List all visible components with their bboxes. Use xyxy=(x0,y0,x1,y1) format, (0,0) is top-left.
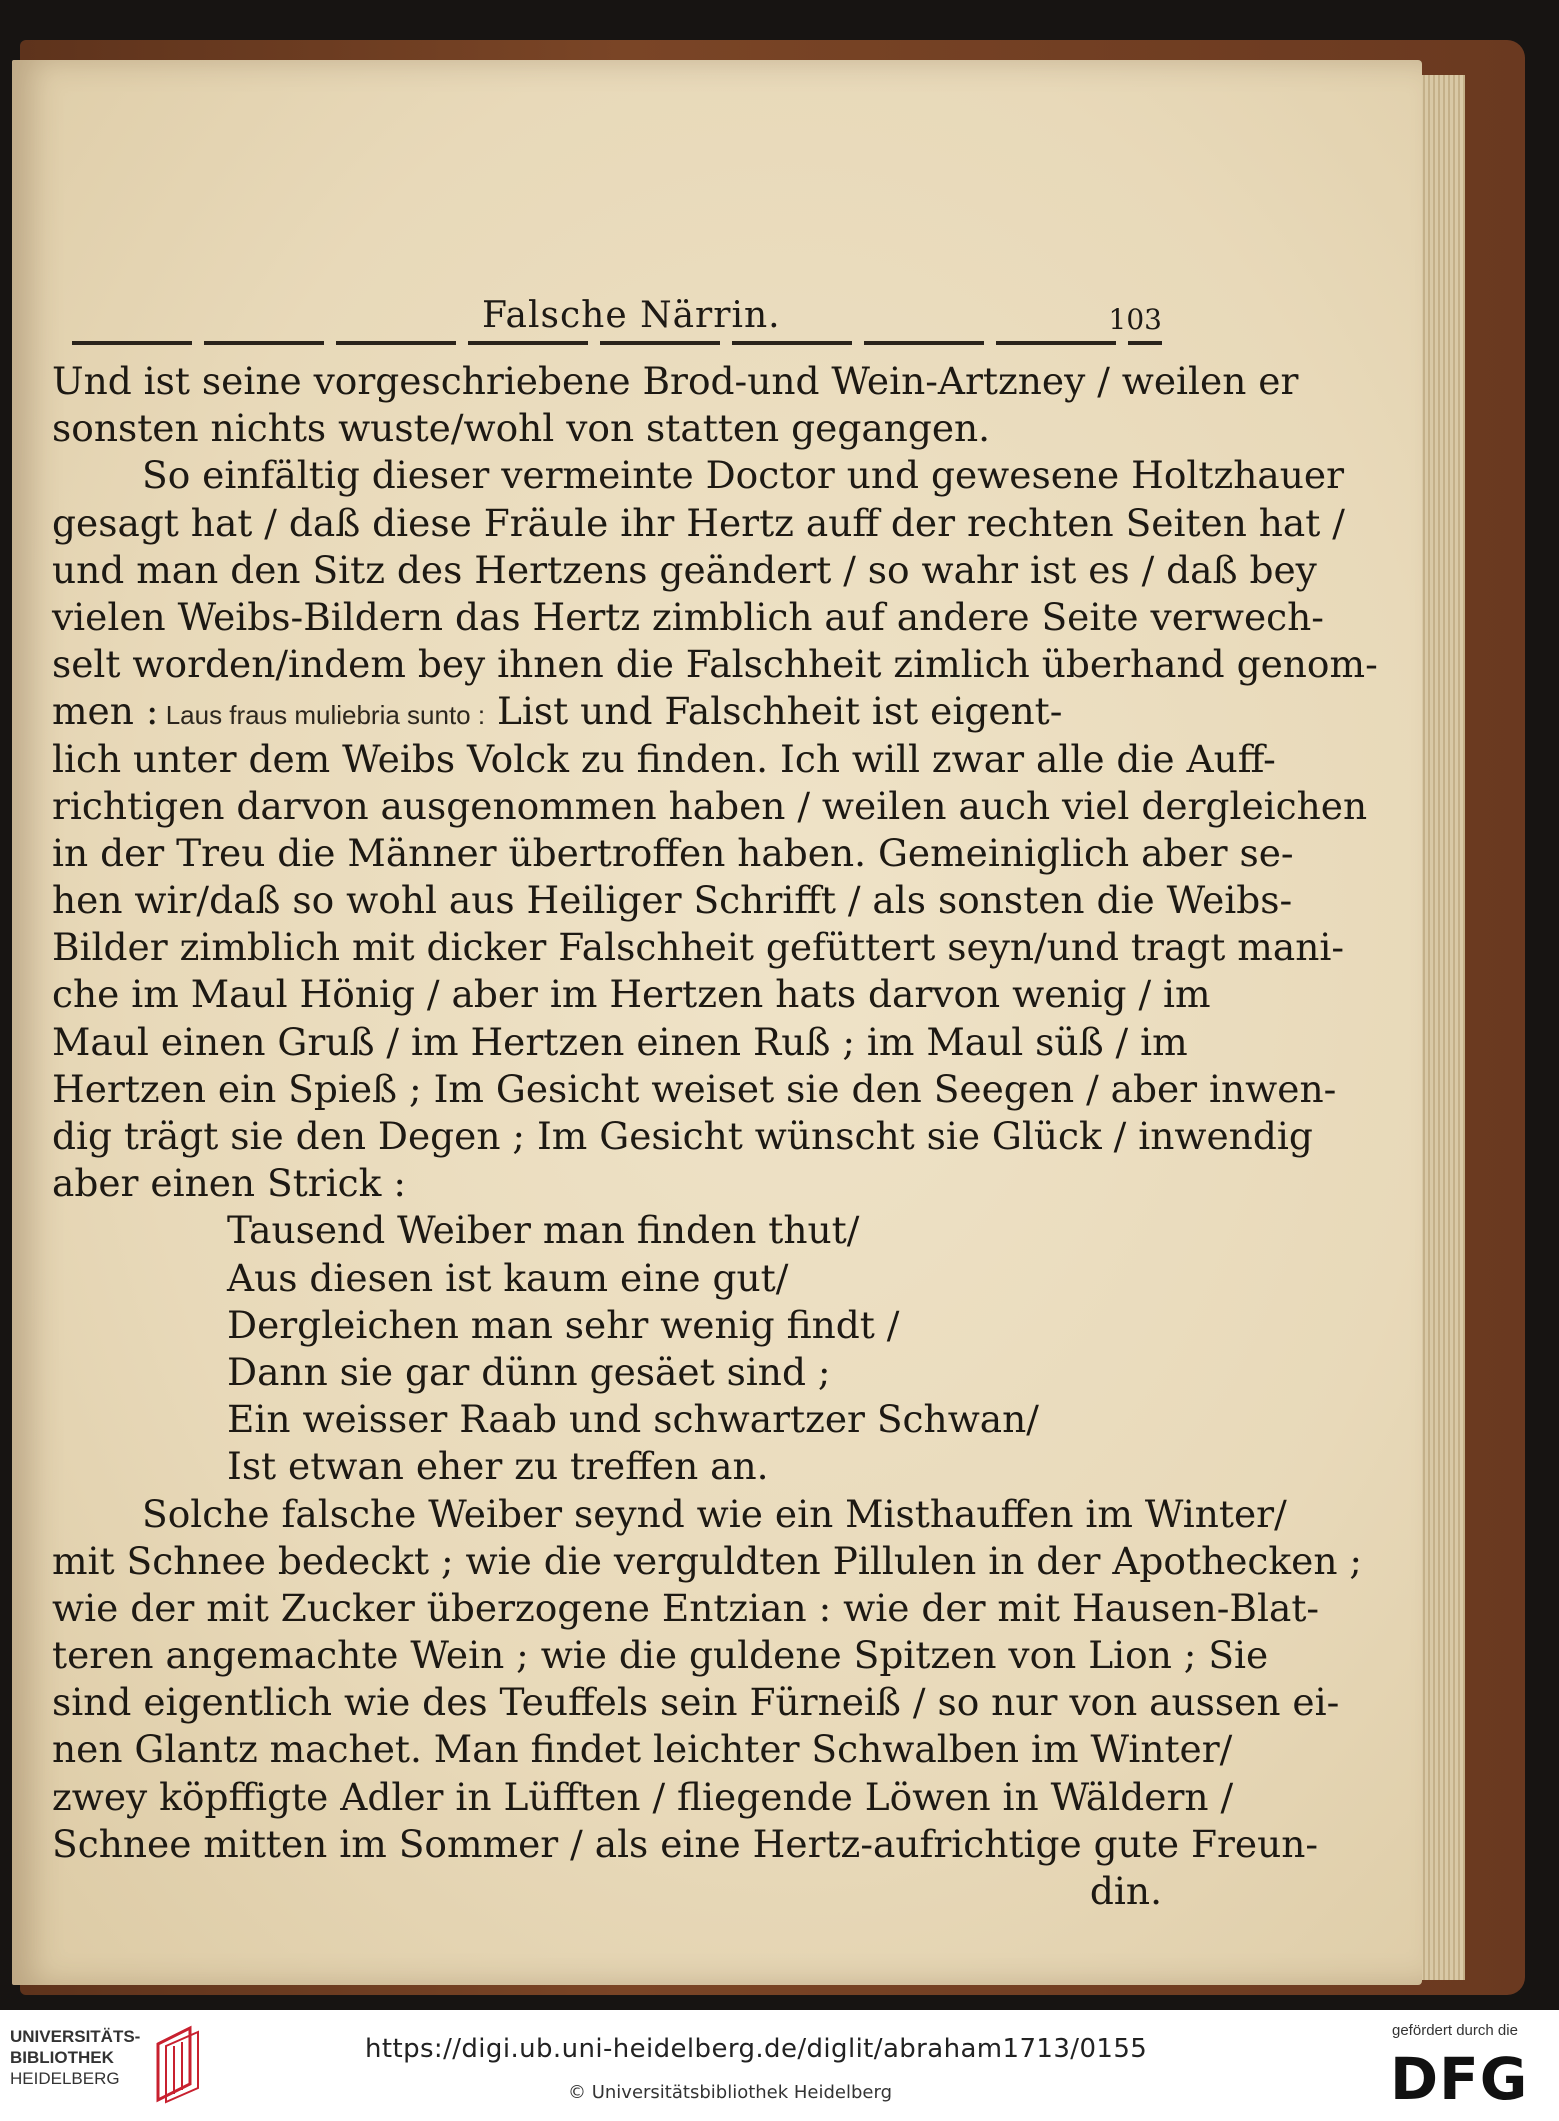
line-text: wie der mit Zucker überzogene Entzian : wie der mit Hausen-Blat- xyxy=(52,1585,1320,1630)
text-line xyxy=(52,452,1345,499)
page-number: 103 xyxy=(1108,303,1162,336)
running-title: Falsche Närrin. xyxy=(482,295,781,336)
text-line xyxy=(52,500,1345,547)
line-text: sind eigentlich wie des Teuffels sein Fürneiß / so nur von aussen ei- xyxy=(52,1680,1340,1725)
line-text: Und ist seine vorgeschriebene Brod-und Wein-Artzney / weilen er xyxy=(52,359,1299,403)
text-line xyxy=(52,783,1368,830)
line-text-continued: List und Falschheit ist eigent- xyxy=(485,689,1063,734)
line-text: dig trägt sie den Degen ; Im Gesicht wünscht sie Glück / inwendig xyxy=(52,1114,1313,1158)
line-text: Solche falsche Weiber seynd wie ein Misthauffen im Winter/ xyxy=(142,1491,1287,1536)
line-text: che im Maul Hönig / aber im Hertzen hats darvon wenig / im xyxy=(52,972,1211,1017)
verse-line xyxy=(52,1207,1162,1254)
verse-line xyxy=(52,1302,1162,1349)
text-line xyxy=(52,1160,1162,1207)
verse-line xyxy=(52,1443,1162,1490)
text-line xyxy=(52,1538,1363,1585)
line-text: und man den Sitz des Hertzens geändert / so wahr ist es / daß bey xyxy=(52,547,1317,592)
text-line xyxy=(52,971,1211,1018)
line-text: Tausend Weiber man finden thut/ xyxy=(227,1208,860,1253)
page-header xyxy=(72,295,1162,345)
line-text: Hertzen ein Spieß ; Im Gesicht weiset sie den Seegen / aber inwen- xyxy=(52,1066,1337,1111)
line-text: vielen Weibs-Bildern das Hertz zimblich auf andere Seite verwech- xyxy=(52,594,1324,639)
text-line xyxy=(52,1113,1313,1160)
library-logo-icon[interactable] xyxy=(150,2024,210,2104)
text-line xyxy=(52,1679,1340,1726)
line-text: Dergleichen man sehr wenig findt / xyxy=(227,1302,900,1347)
line-text: selt worden/indem bey ihnen die Falschheit zimlich überhand genom- xyxy=(52,642,1378,687)
line-text: Dann sie gar dünn gesäet sind ; xyxy=(227,1349,831,1394)
text-line xyxy=(52,405,1162,452)
text-line xyxy=(52,1632,1269,1679)
latin-quote: Laus fraus muliebria sunto : xyxy=(158,700,486,731)
line-text: Maul einen Gruß / im Hertzen einen Ruß ; im Maul süß / im xyxy=(52,1019,1188,1064)
text-line xyxy=(52,641,1378,688)
verse-line xyxy=(52,1255,1162,1302)
line-text: in der Treu die Männer übertroffen haben. Gemeiniglich aber se- xyxy=(52,830,1294,875)
line-text: richtigen darvon ausgenommen haben / weilen auch viel dergleichen xyxy=(52,783,1368,828)
line-text: So einfältig dieser vermeinte Doctor und gewesene Holtzhauer xyxy=(142,453,1345,498)
text-line xyxy=(52,924,1345,971)
line-text: zwey köpffigte Adler in Lüfften / fliegende Löwen in Wäldern / xyxy=(52,1774,1234,1819)
library-logo-text[interactable] xyxy=(10,2026,140,2089)
line-text: aber einen Strick : xyxy=(52,1161,406,1206)
library-name-line-3: HEIDELBERG xyxy=(10,2069,120,2088)
line-text: teren angemachte Wein ; wie die guldene Spitzen von Lion ; Sie xyxy=(52,1633,1269,1678)
verse-line xyxy=(52,1396,1162,1443)
library-name-line-1: UNIVERSITÄTS- xyxy=(10,2027,141,2046)
line-text: Aus diesen ist kaum eine gut/ xyxy=(227,1255,789,1300)
line-text: Ein weisser Raab und schwartzer Schwan/ xyxy=(227,1397,1039,1442)
text-line xyxy=(52,736,1276,783)
line-text: sonsten nichts wuste/wohl von statten gegangen. xyxy=(52,406,991,451)
library-name-line-2: BIBLIOTHEK xyxy=(10,2048,114,2067)
line-text: Bilder zimblich mit dicker Falschheit gefüttert seyn/und tragt mani- xyxy=(52,925,1345,970)
text-line xyxy=(52,1019,1188,1066)
text-line xyxy=(52,1821,1319,1868)
dfg-logo[interactable]: DFG xyxy=(1390,2045,1529,2113)
line-text: hen wir/daß so wohl aus Heiliger Schrifft / als sonsten die Weibs- xyxy=(52,878,1293,923)
copyright-notice: © Universitätsbibliothek Heidelberg xyxy=(568,2082,893,2103)
funding-note: gefördert durch die xyxy=(1392,2022,1518,2039)
page-body-text xyxy=(52,358,1378,1915)
text-line xyxy=(52,358,1299,405)
line-text: mit Schnee bedeckt ; wie die verguldten Pillulen in der Apothecken ; xyxy=(52,1538,1363,1583)
permalink-url[interactable]: https://digi.ub.uni-heidelberg.de/diglit/abraham1713/0155 xyxy=(365,2034,1148,2064)
text-line xyxy=(52,1066,1337,1113)
line-text: din. xyxy=(1089,1869,1162,1913)
line-text: gesagt hat / daß diese Fräule ihr Hertz auff der rechten Seiten hat / xyxy=(52,500,1345,545)
text-line xyxy=(52,688,1162,735)
text-line xyxy=(52,1491,1287,1538)
line-text: nen Glantz machet. Man findet leichter Schwalben im Winter/ xyxy=(52,1727,1233,1772)
text-line xyxy=(52,877,1293,924)
line-text: Schnee mitten im Sommer / als eine Hertz-aufrichtige gute Freun- xyxy=(52,1821,1319,1866)
book-page xyxy=(12,60,1422,1985)
line-text: men : xyxy=(52,689,159,734)
text-line xyxy=(52,1868,1162,1915)
text-line xyxy=(52,547,1317,594)
text-line xyxy=(52,830,1294,877)
text-line xyxy=(52,594,1324,641)
line-text: lich unter dem Weibs Volck zu finden. Ich will zwar alle die Auff- xyxy=(52,736,1276,781)
verse-line xyxy=(52,1349,1162,1396)
text-line xyxy=(52,1726,1233,1773)
text-line xyxy=(52,1585,1320,1632)
viewer-footer xyxy=(0,2010,1559,2121)
header-rule xyxy=(72,341,1162,345)
text-line xyxy=(52,1774,1234,1821)
line-text: Ist etwan eher zu treffen an. xyxy=(227,1444,769,1489)
